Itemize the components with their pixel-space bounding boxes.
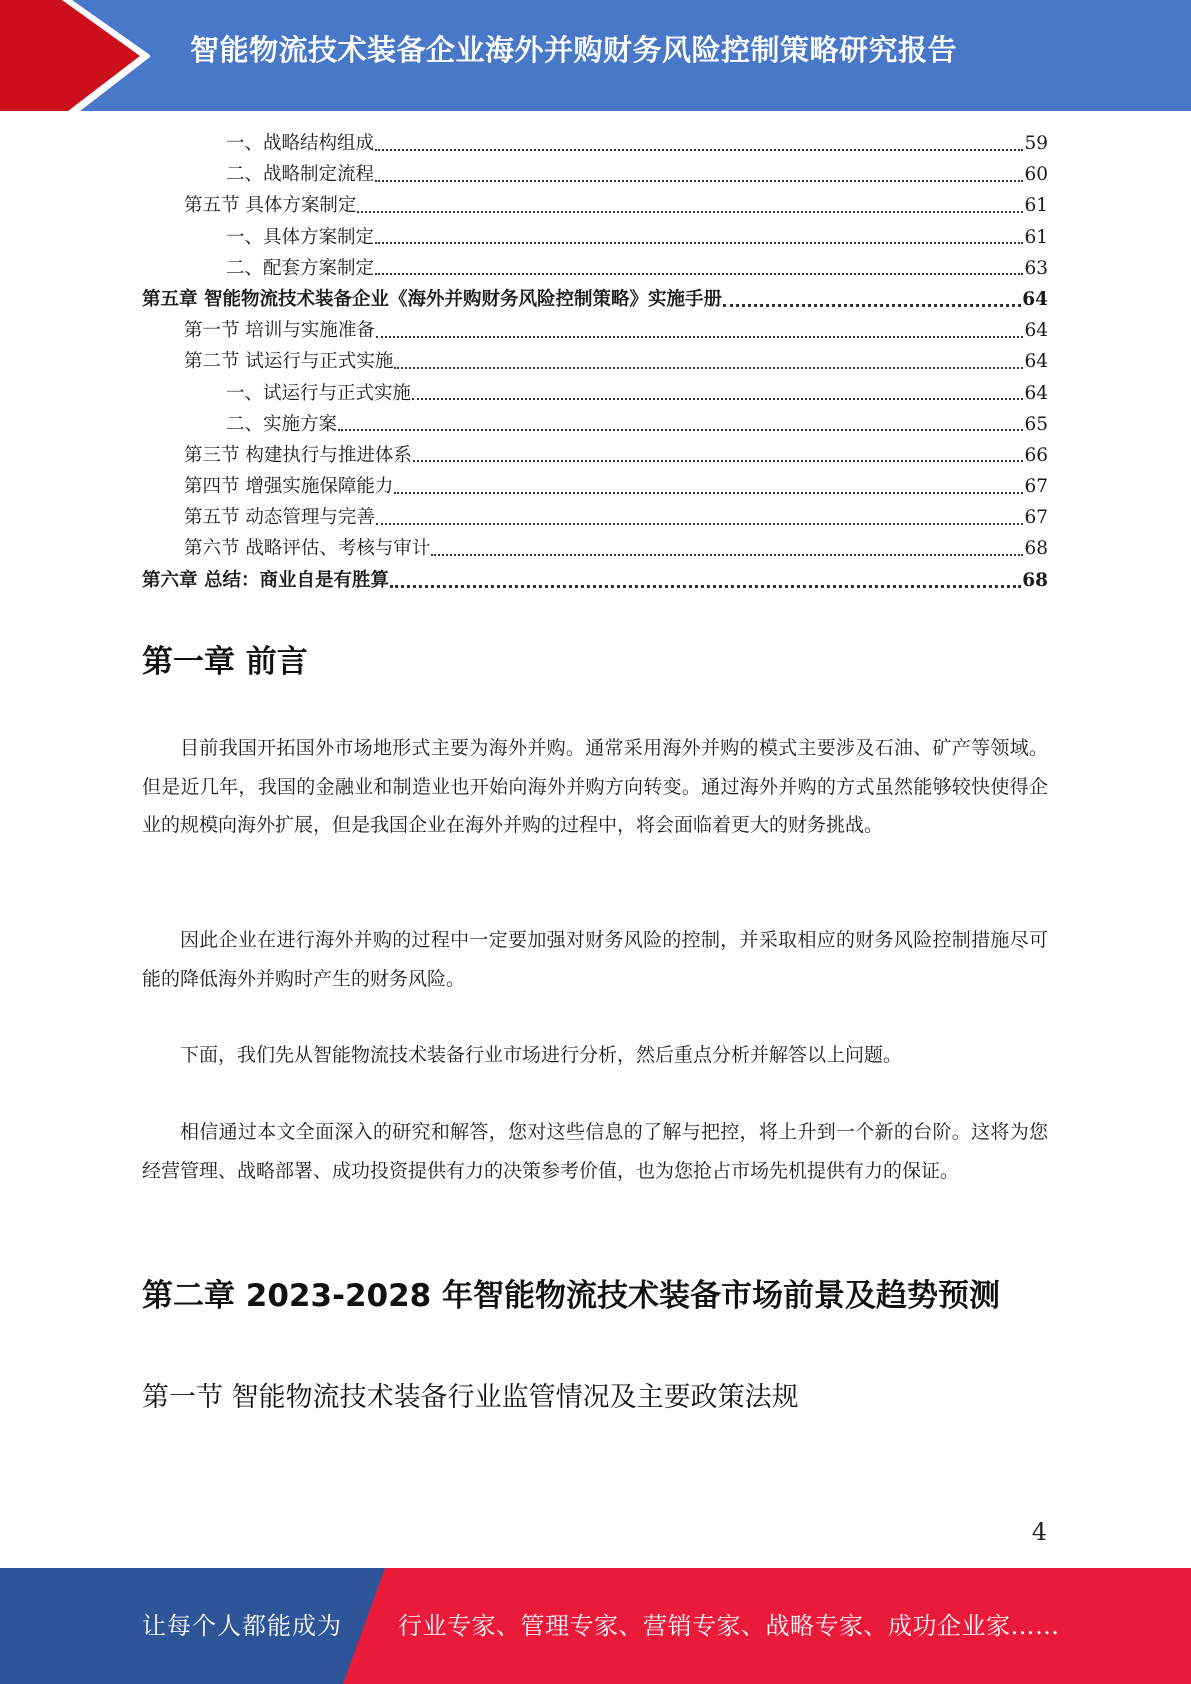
toc-entry[interactable] (142, 253, 1048, 284)
body-paragraph: 下面，我们先从智能物流技术装备行业市场进行分析，然后重点分析并解答以上问题。 (180, 1044, 903, 1066)
header-chevron-decoration (0, 0, 150, 111)
toc-entry-page: 64 (1022, 288, 1048, 310)
toc-entry-page: 61 (1024, 226, 1048, 248)
toc-entry-page: 66 (1024, 444, 1048, 466)
toc-entry-title: 第五节 具体方案制定 (184, 195, 357, 217)
toc-entry-page: 64 (1024, 382, 1048, 404)
page-footer (0, 1568, 1191, 1684)
toc-leader-dots (376, 336, 1024, 338)
toc-entry[interactable] (142, 440, 1048, 471)
toc-entry-page: 64 (1024, 351, 1048, 373)
toc-entry-page: 59 (1024, 133, 1048, 154)
body-paragraph: 因此企业在进行海外并购的过程中一定要加强对财务风险的控制，并采取相应的财务风险控制措施尽可能的降低海外并购时产生的财务风险。 (142, 929, 1048, 990)
toc-entry-title: 一、战略结构组成 (226, 133, 375, 154)
footer-slogan-left: 让每个人都能成为 (142, 1612, 342, 1640)
toc-leader-dots (412, 398, 1023, 400)
toc-entry-title: 第五节 动态管理与完善 (184, 507, 375, 529)
table-of-contents (142, 128, 1048, 596)
toc-entry-page: 68 (1022, 569, 1048, 591)
report-title: 智能物流技术装备企业海外并购财务风险控制策略研究报告 (190, 33, 958, 67)
toc-entry[interactable] (142, 502, 1048, 533)
toc-leader-dots (375, 149, 1023, 151)
toc-entry-page: 67 (1024, 507, 1048, 529)
chapter-2-heading: 第二章 2023-2028 年智能物流技术装备市场前景及趋势预测 (142, 1278, 1001, 1314)
toc-entry[interactable] (142, 222, 1048, 253)
toc-entry[interactable] (142, 159, 1048, 190)
toc-entry-title: 一、试运行与正式实施 (226, 382, 412, 404)
toc-leader-dots (413, 460, 1024, 462)
toc-chapter-entry[interactable] (142, 565, 1048, 596)
toc-entry-title: 二、配套方案制定 (226, 257, 375, 279)
toc-leader-dots (723, 304, 1021, 307)
toc-entry[interactable] (142, 190, 1048, 221)
toc-entry-title: 第三节 构建执行与推进体系 (184, 444, 412, 466)
toc-entry-page: 61 (1024, 195, 1048, 217)
body-paragraph: 相信通过本文全面深入的研究和解答，您对这些信息的了解与把控，将上升到一个新的台阶。这将为您经营管理、战略部署、成功投资提供有力的决策参考价值，也为您抢占市场先机提供有力的保证。 (142, 1121, 1048, 1182)
toc-leader-dots (390, 585, 1021, 588)
toc-entry[interactable] (142, 128, 1048, 159)
toc-entry-title: 第四节 增强实施保障能力 (184, 476, 394, 498)
toc-entry[interactable] (142, 533, 1048, 564)
toc-entry-title: 二、实施方案 (226, 413, 338, 435)
toc-leader-dots (357, 211, 1023, 213)
toc-entry-title: 第一节 培训与实施准备 (184, 320, 375, 342)
page-number: 4 (1031, 1518, 1047, 1546)
toc-entry-title: 第六节 战略评估、考核与审计 (184, 538, 431, 560)
chapter-1-heading: 第一章 前言 (142, 644, 308, 680)
toc-entry-title: 第六章 总结：商业自是有胜算 (142, 569, 389, 591)
toc-entry[interactable] (142, 315, 1048, 346)
toc-leader-dots (376, 523, 1024, 525)
toc-entry-page: 60 (1024, 164, 1048, 186)
section-heading: 第一节 智能物流技术装备行业监管情况及主要政策法规 (142, 1382, 799, 1413)
toc-entry-page: 67 (1024, 476, 1048, 498)
toc-entry-page: 64 (1024, 320, 1048, 342)
toc-entry-title: 二、战略制定流程 (226, 164, 375, 186)
toc-entry-page: 68 (1024, 538, 1048, 560)
toc-leader-dots (375, 180, 1023, 182)
toc-chapter-entry[interactable] (142, 284, 1048, 315)
footer-slogan-right: 行业专家、管理专家、营销专家、战略专家、成功企业家…… (398, 1612, 1060, 1640)
toc-entry-page: 63 (1024, 257, 1048, 279)
toc-leader-dots (431, 554, 1023, 556)
toc-leader-dots (375, 273, 1023, 275)
toc-entry[interactable] (142, 409, 1048, 440)
toc-entry-title: 一、具体方案制定 (226, 226, 375, 248)
toc-entry-title: 第二节 试运行与正式实施 (184, 351, 394, 373)
toc-leader-dots (375, 242, 1023, 244)
toc-entry[interactable] (142, 471, 1048, 502)
toc-entry[interactable] (142, 378, 1048, 409)
toc-entry-title: 第五章 智能物流技术装备企业《海外并购财务风险控制策略》实施手册 (142, 288, 722, 310)
toc-entry[interactable] (142, 346, 1048, 377)
page-header (0, 0, 1191, 111)
body-paragraph: 目前我国开拓国外市场地形式主要为海外并购。通常采用海外并购的模式主要涉及石油、矿产等领域。但是近几年，我国的金融业和制造业也开始向海外并购方向转变。通过海外并购的方式虽然能够较快使得企业的规模向海外扩展，但是我国企业在海外并购的过程中，将会面临着更大的财务挑战。 (142, 737, 1048, 836)
toc-leader-dots (338, 429, 1023, 431)
toc-leader-dots (394, 492, 1023, 494)
toc-entry-page: 65 (1024, 413, 1048, 435)
toc-leader-dots (394, 367, 1023, 369)
